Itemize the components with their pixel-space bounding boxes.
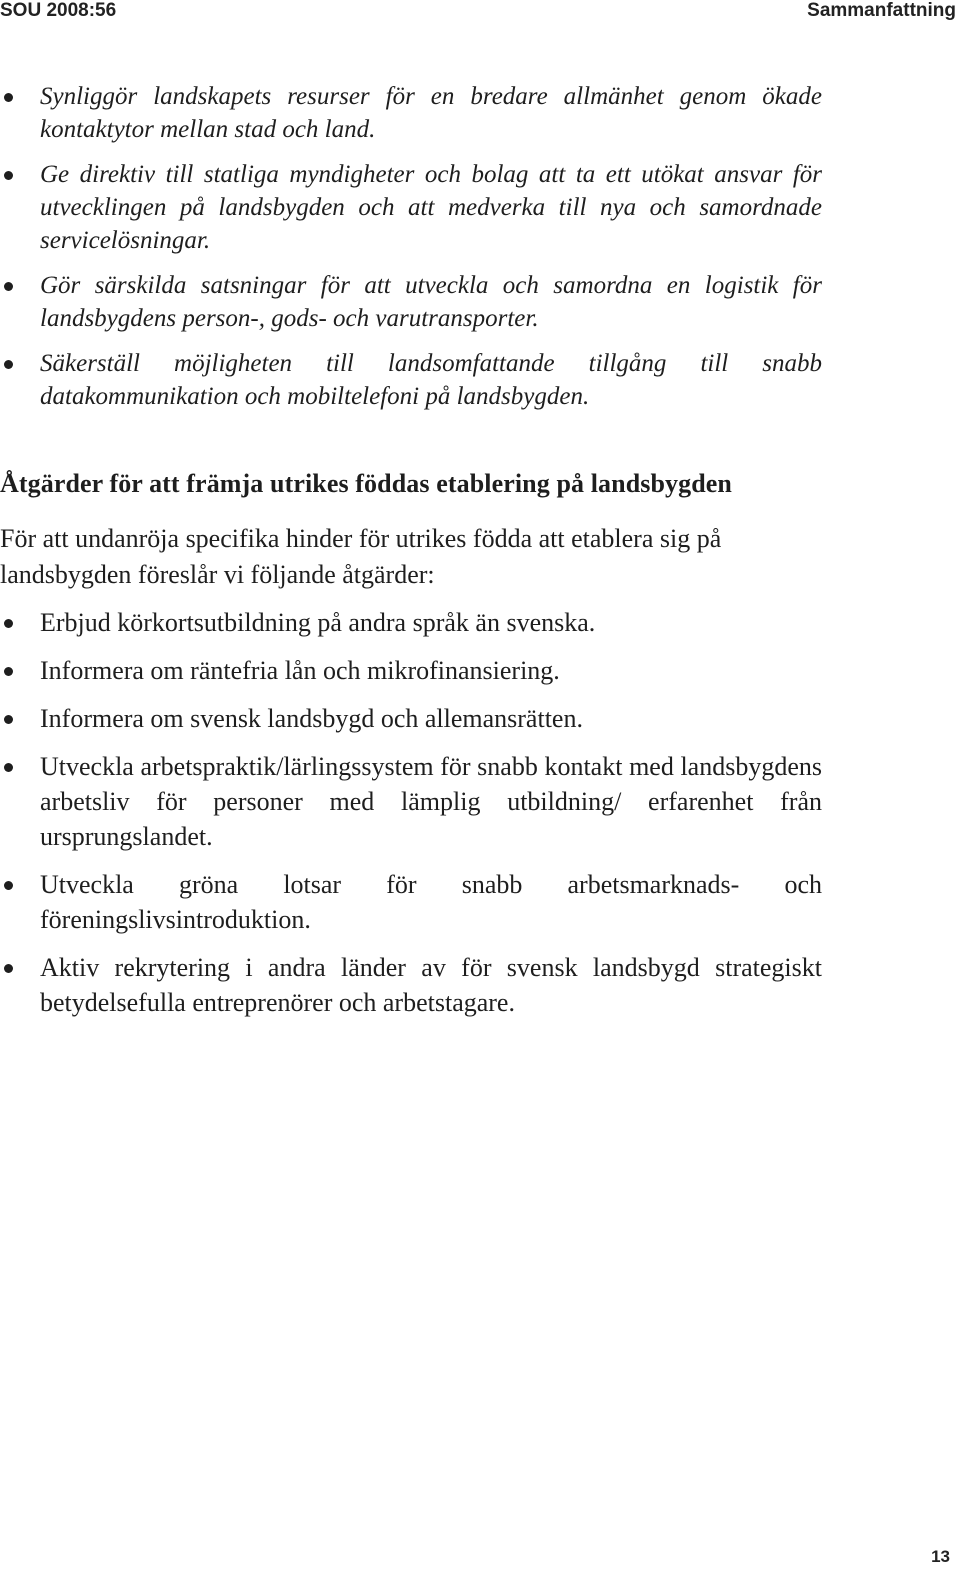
bullet-icon bbox=[4, 715, 13, 724]
list-item bbox=[0, 701, 822, 736]
list-item-text: Aktiv rekrytering i andra länder av för svensk landsbygd strategiskt betydelsefulla entreprenörer och arbetstagare. bbox=[40, 953, 822, 1017]
list-item-text: Ge direktiv till statliga myndigheter och bolag att ta ett utökat ansvar för utvecklingen på landsbygden och att medverka till nya och samordnade servicelösningar. bbox=[40, 161, 822, 254]
section-heading: Åtgärder för att främja utrikes föddas etablering på landsbygden bbox=[0, 469, 732, 498]
bullet-icon bbox=[4, 763, 13, 772]
list-item-text: Erbjud körkortsutbildning på andra språk än svenska. bbox=[40, 608, 596, 637]
list-item-text: Säkerställ möjligheten till landsomfattande tillgång till snabb datakommunikation och mobiltelefoni på landsbygden. bbox=[40, 350, 822, 410]
bullet-icon bbox=[4, 171, 13, 180]
list-item-text: Informera om räntefria lån och mikrofinansiering. bbox=[40, 656, 560, 685]
bullet-icon bbox=[4, 964, 13, 973]
bullet-icon bbox=[4, 93, 13, 102]
bullet-icon bbox=[4, 881, 13, 890]
list-item bbox=[0, 867, 822, 937]
section-name: Sammanfattning bbox=[807, 0, 956, 21]
list-item-text: Synliggör landskapets resurser för en bredare allmänhet genom ökade kontaktytor mellan stad och land. bbox=[40, 83, 822, 143]
bullet-icon bbox=[4, 360, 13, 369]
list-item bbox=[0, 269, 822, 335]
document-id: SOU 2008:56 bbox=[0, 0, 117, 21]
list-item bbox=[0, 653, 822, 688]
list-item bbox=[0, 605, 822, 640]
list-item bbox=[0, 158, 822, 257]
measures-list bbox=[0, 80, 822, 413]
list-item-text: Utveckla arbetspraktik/lärlingssystem för snabb kontakt med landsbygdens arbetsliv för personer med lämplig utbildning/ erfarenhet från ursprungslandet. bbox=[40, 752, 822, 851]
section-intro: För att undanröja specifika hinder för utrikes födda att etablera sig på landsbygden föreslår vi följande åtgärder: bbox=[0, 524, 722, 589]
list-item-text: Utveckla gröna lotsar för snabb arbetsmarknads- och föreningslivsintroduktion. bbox=[40, 870, 822, 934]
running-header bbox=[0, 0, 960, 26]
list-item-text: Informera om svensk landsbygd och allemansrätten. bbox=[40, 704, 583, 733]
bullet-icon bbox=[4, 667, 13, 676]
page-content bbox=[0, 80, 822, 1033]
list-item bbox=[0, 749, 822, 854]
list-item bbox=[0, 950, 822, 1020]
list-item bbox=[0, 80, 822, 146]
section-list bbox=[0, 605, 822, 1020]
bullet-icon bbox=[4, 282, 13, 291]
list-item bbox=[0, 347, 822, 413]
bullet-icon bbox=[4, 619, 13, 628]
page-number: 13 bbox=[931, 1547, 950, 1566]
list-item-text: Gör särskilda satsningar för att utveckla och samordna en logistik för landsbygdens person-, gods- och varutransporter. bbox=[40, 272, 822, 332]
